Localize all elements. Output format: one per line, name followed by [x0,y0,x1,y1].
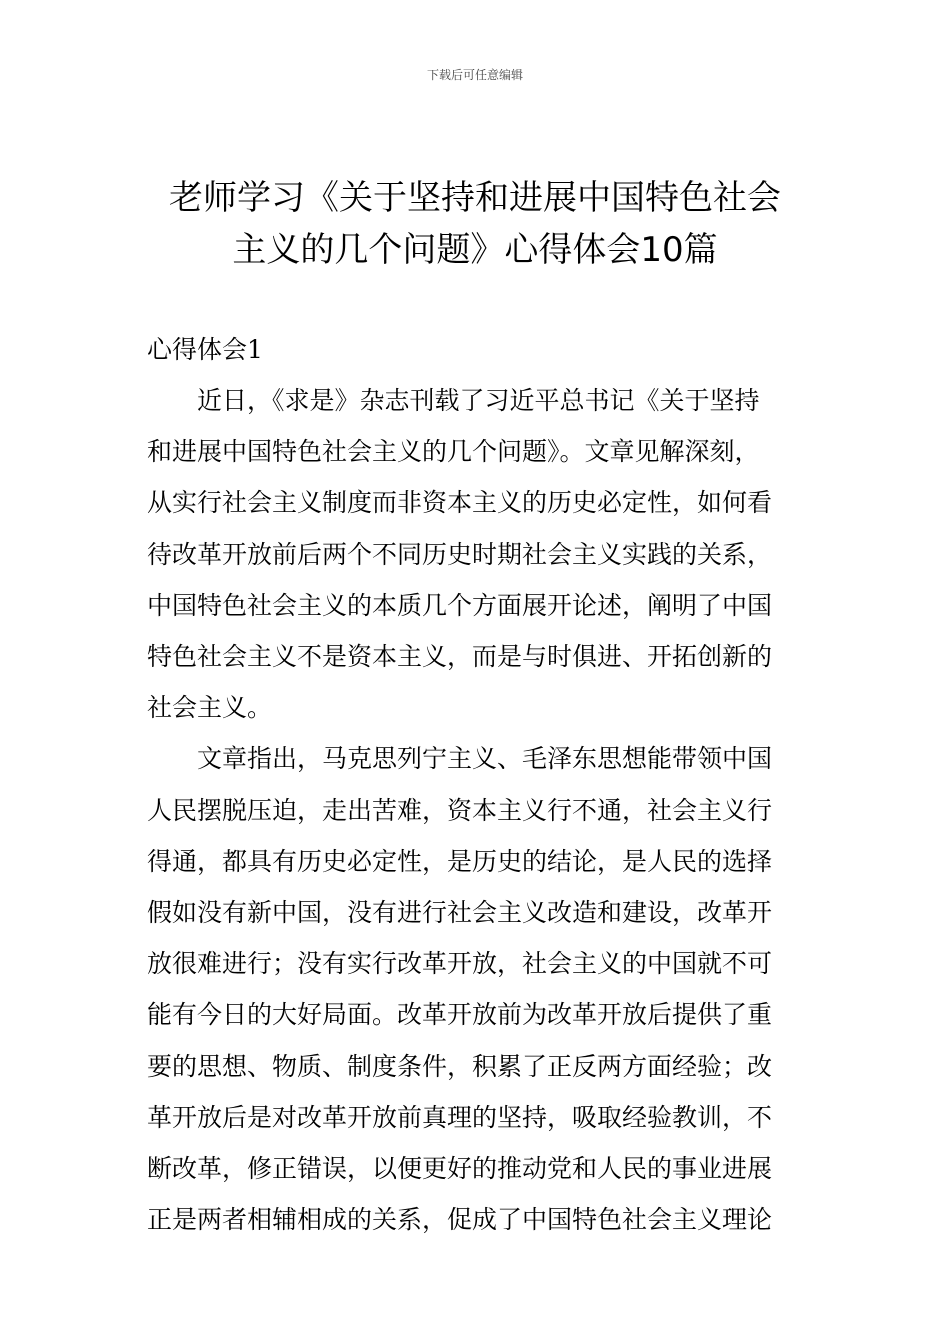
paragraph [147,375,807,733]
paragraph-line: 和进展中国特色社会主义的几个问题》。文章见解深刻， [147,437,760,467]
paragraph-line: 假如没有新中国，没有进行社会主义改造和建设，改革开 [147,898,773,928]
paragraph-line: 社会主义。 [147,693,273,723]
paragraph-line: 能有今日的大好局面。改革开放前为改革开放后提供了重 [147,1000,773,1030]
paragraph-line: 要的思想、物质、制度条件，积累了正反两方面经验；改 [147,1051,773,1081]
paragraph-line: 从实行社会主义制度而非资本主义的历史必定性，如何看 [147,488,773,518]
paragraph-line: 中国特色社会主义的本质几个方面展开论述，阐明了中国 [147,590,773,620]
paragraph-line: 特色社会主义不是资本主义，而是与时俱进、开拓创新的 [147,642,773,672]
paragraph [147,733,807,1245]
title-line: 主义的几个问题》心得体会10篇 [232,230,718,270]
header-note: 下载后可任意编辑 [426,68,523,82]
paragraph-line: 得通，都具有历史必定性，是历史的结论，是人民的选择 [147,846,773,876]
paragraph-line: 待改革开放前后两个不同历史时期社会主义实践的关系， [147,539,773,569]
body-text [147,375,807,1245]
document-title [120,172,830,276]
paragraph-line: 近日，《求是》杂志刊载了习近平总书记《关于坚持 [197,386,760,415]
paragraph-line: 正是两者相辅相成的关系，促成了中国特色社会主义理论 [147,1205,773,1235]
paragraph-line: 断改革，修正错误，以便更好的推动党和人民的事业进展 [147,1154,773,1184]
section-heading: 心得体会1 [147,335,263,364]
paragraph-line: 革开放后是对改革开放前真理的坚持，吸取经验教训，不 [147,1102,773,1132]
title-line: 老师学习《关于坚持和进展中国特色社会 [169,178,781,218]
paragraph-line: 人民摆脱压迫，走出苦难，资本主义行不通，社会主义行 [147,795,773,825]
paragraph-line: 放很难进行；没有实行改革开放，社会主义的中国就不可 [147,949,773,979]
paragraph-line: 文章指出，马克思列宁主义、毛泽东思想能带领中国 [197,744,773,774]
